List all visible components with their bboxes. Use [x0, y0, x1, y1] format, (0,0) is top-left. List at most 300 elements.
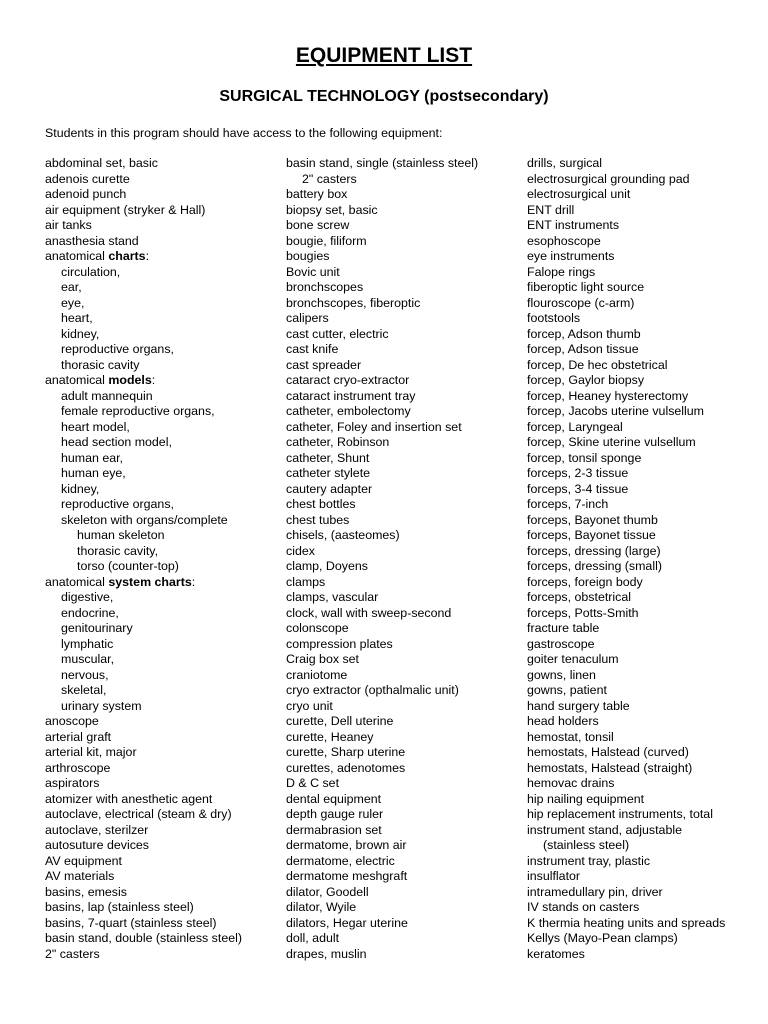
equipment-item — [286, 373, 478, 389]
item-text: dilator, Goodell — [286, 884, 369, 899]
item-text: colonscope — [286, 621, 349, 635]
item-text: 2" casters — [45, 946, 100, 961]
item-text: female reproductive organs, — [61, 404, 215, 418]
equipment-item — [527, 327, 725, 343]
equipment-item — [45, 900, 242, 916]
equipment-item — [45, 730, 242, 746]
equipment-item — [527, 265, 725, 281]
item-text: autoclave, electrical (steam & dry) — [45, 807, 232, 821]
equipment-item — [527, 838, 725, 854]
item-text: chisels, (aasteomes) — [286, 528, 400, 542]
item-text: bronchscopes — [286, 280, 364, 294]
item-text: drills, surgical — [527, 156, 603, 170]
equipment-item — [45, 482, 242, 498]
equipment-item — [286, 482, 478, 498]
item-text: cast knife — [286, 342, 339, 356]
equipment-item — [527, 358, 725, 374]
item-text: bougie, filiform — [286, 233, 367, 248]
item-text: kidney, — [61, 481, 100, 496]
item-text: reproductive organs, — [61, 497, 174, 511]
equipment-item — [527, 156, 725, 172]
item-text: anatomical — [45, 574, 109, 589]
item-text: aspirators — [45, 776, 100, 790]
item-text: kidney, — [61, 326, 100, 341]
item-text: ENT drill — [527, 202, 575, 217]
item-punct: : — [151, 373, 156, 387]
item-text: hand surgery table — [527, 698, 630, 713]
item-text: forcep, De hec obstetrical — [527, 357, 668, 372]
intro-text: Students in this program should have access to the following equipment: — [45, 126, 443, 140]
item-text: dermatome, brown air — [286, 838, 407, 852]
equipment-item — [286, 203, 478, 219]
item-punct: : — [145, 249, 150, 263]
equipment-item — [527, 792, 725, 808]
equipment-item — [45, 792, 242, 808]
item-text: forcep, Adson thumb — [527, 326, 641, 341]
item-text: basin stand, single (stainless steel) — [286, 156, 479, 170]
item-text: urinary system — [61, 698, 142, 713]
equipment-item — [286, 311, 478, 327]
equipment-item — [286, 513, 478, 529]
equipment-item — [45, 218, 242, 234]
equipment-item — [45, 528, 242, 544]
equipment-item — [286, 931, 478, 947]
item-text: cautery adapter — [286, 481, 373, 496]
equipment-item — [527, 807, 725, 823]
equipment-item — [527, 668, 725, 684]
item-text: autoclave, sterilzer — [45, 822, 149, 837]
equipment-item — [286, 776, 478, 792]
equipment-item — [45, 807, 242, 823]
equipment-item — [45, 854, 242, 870]
equipment-item — [286, 916, 478, 932]
item-text: heart, — [61, 311, 93, 325]
equipment-item — [286, 699, 478, 715]
equipment-item — [45, 466, 242, 482]
equipment-item — [286, 435, 478, 451]
equipment-item — [527, 172, 725, 188]
item-text: bone screw — [286, 218, 350, 232]
equipment-item — [286, 637, 478, 653]
equipment-item — [286, 156, 478, 172]
equipment-item — [286, 838, 478, 854]
item-text: dermabrasion set — [286, 822, 382, 837]
equipment-item — [527, 435, 725, 451]
equipment-item — [286, 869, 478, 885]
item-text: forceps, 7-inch — [527, 497, 609, 511]
equipment-item — [527, 900, 725, 916]
equipment-item — [45, 668, 242, 684]
item-text: clock, wall with sweep-second — [286, 605, 452, 620]
equipment-item — [527, 745, 725, 761]
equipment-item — [45, 172, 242, 188]
item-text: reproductive organs, — [61, 342, 174, 356]
equipment-item — [45, 187, 242, 203]
equipment-item — [527, 761, 725, 777]
equipment-item — [286, 792, 478, 808]
item-text: forceps, 2-3 tissue — [527, 466, 629, 480]
equipment-item — [45, 575, 242, 591]
item-text: basin stand, double (stainless steel) — [45, 931, 242, 945]
equipment-item — [527, 296, 725, 312]
item-text: curette, Sharp uterine — [286, 745, 406, 759]
item-text: forceps, Bayonet thumb — [527, 512, 658, 527]
equipment-item — [45, 947, 242, 963]
item-text: adenois curette — [45, 171, 130, 186]
equipment-item — [286, 590, 478, 606]
equipment-item — [527, 497, 725, 513]
item-text: (stainless steel) — [543, 838, 630, 852]
equipment-item — [45, 296, 242, 312]
equipment-item — [286, 823, 478, 839]
equipment-item — [527, 683, 725, 699]
equipment-item — [527, 606, 725, 622]
equipment-item — [527, 776, 725, 792]
equipment-item — [45, 327, 242, 343]
equipment-item — [45, 156, 242, 172]
equipment-item — [45, 265, 242, 281]
equipment-item — [527, 389, 725, 405]
equipment-item — [45, 699, 242, 715]
equipment-item — [527, 451, 725, 467]
equipment-item — [45, 389, 242, 405]
item-text: abdominal set, basic — [45, 156, 158, 170]
item-text: arterial kit, major — [45, 745, 137, 759]
equipment-item — [286, 218, 478, 234]
equipment-item — [45, 497, 242, 513]
item-text: doll, adult — [286, 931, 340, 945]
item-text: flouroscope (c-arm) — [527, 295, 635, 310]
item-text: air tanks — [45, 218, 92, 232]
equipment-item — [45, 544, 242, 560]
item-text: forceps, 3-4 tissue — [527, 481, 629, 496]
equipment-item — [527, 466, 725, 482]
equipment-item — [45, 745, 242, 761]
equipment-item — [286, 885, 478, 901]
equipment-item — [527, 885, 725, 901]
equipment-item — [527, 482, 725, 498]
equipment-item — [45, 249, 242, 265]
item-text: autosuture devices — [45, 838, 150, 852]
item-text: fiberoptic light source — [527, 280, 645, 294]
item-text: catheter, Foley and insertion set — [286, 419, 462, 434]
item-text: clamp, Doyens — [286, 559, 368, 573]
item-text: catheter stylete — [286, 466, 371, 480]
item-text: digestive, — [61, 590, 114, 604]
item-text: anatomical — [45, 373, 109, 387]
equipment-item — [286, 621, 478, 637]
equipment-item — [45, 823, 242, 839]
equipment-item — [45, 451, 242, 467]
item-text: AV equipment — [45, 853, 122, 868]
item-text: eye instruments — [527, 249, 615, 263]
item-text: human ear, — [61, 450, 123, 465]
equipment-item — [527, 590, 725, 606]
equipment-item — [45, 761, 242, 777]
item-text: cryo unit — [286, 698, 333, 713]
item-text: compression plates — [286, 636, 393, 651]
item-text: basins, lap (stainless steel) — [45, 900, 194, 914]
item-text: forceps, foreign body — [527, 574, 643, 589]
equipment-item — [45, 373, 242, 389]
item-text: head holders — [527, 714, 599, 728]
item-text: arthroscope — [45, 760, 111, 775]
item-text: bronchscopes, fiberoptic — [286, 295, 421, 310]
item-text: arterial graft — [45, 729, 112, 744]
item-text: catheter, Robinson — [286, 435, 390, 449]
item-text: forcep, Skine uterine vulsellum — [527, 435, 696, 449]
equipment-item — [45, 559, 242, 575]
subtitle-program: SURGICAL TECHNOLOGY — [219, 88, 420, 105]
subtitle-level: (postsecondary) — [419, 88, 549, 105]
equipment-item — [45, 203, 242, 219]
page-subtitle — [0, 88, 768, 106]
item-text: endocrine, — [61, 605, 119, 620]
item-text: Bovic unit — [286, 264, 340, 279]
item-text: instrument tray, plastic — [527, 853, 651, 868]
item-text: hemovac drains — [527, 776, 615, 790]
equipment-item — [286, 172, 478, 188]
item-text: atomizer with anesthetic agent — [45, 791, 213, 806]
equipment-item — [286, 327, 478, 343]
equipment-item — [286, 234, 478, 250]
item-text: thorasic cavity, — [77, 543, 159, 558]
item-text: catheter, Shunt — [286, 450, 370, 465]
item-text: K thermia heating units and spreads — [527, 915, 726, 930]
equipment-item — [45, 420, 242, 436]
item-text: instrument stand, adjustable — [527, 822, 682, 837]
item-text: anoscope — [45, 714, 99, 728]
equipment-item — [286, 559, 478, 575]
item-text: cataract instrument tray — [286, 388, 416, 403]
item-text: Kellys (Mayo-Pean clamps) — [527, 931, 678, 945]
item-text: curettes, adenotomes — [286, 760, 406, 775]
equipment-item — [527, 714, 725, 730]
item-text: human eye, — [61, 466, 126, 480]
equipment-item — [45, 683, 242, 699]
equipment-item — [527, 559, 725, 575]
item-punct: : — [191, 574, 196, 589]
item-text: clamps, vascular — [286, 590, 379, 604]
equipment-item — [286, 575, 478, 591]
item-text: torso (counter-top) — [77, 559, 179, 573]
equipment-item — [45, 311, 242, 327]
equipment-item — [286, 466, 478, 482]
item-text: hemostat, tonsil — [527, 729, 614, 744]
equipment-item — [527, 916, 725, 932]
item-category: charts — [108, 249, 146, 263]
item-category: models — [108, 373, 152, 387]
item-text: esophoscope — [527, 233, 601, 248]
item-text: gowns, linen — [527, 667, 596, 682]
item-text: Falope rings — [527, 264, 596, 279]
equipment-item — [45, 606, 242, 622]
equipment-item — [286, 668, 478, 684]
item-text: electrosurgical unit — [527, 187, 631, 201]
item-text: chest bottles — [286, 497, 356, 511]
equipment-item — [286, 265, 478, 281]
item-text: forcep, tonsil sponge — [527, 450, 642, 465]
equipment-item — [45, 931, 242, 947]
equipment-item — [527, 947, 725, 963]
equipment-item — [527, 528, 725, 544]
equipment-item — [286, 296, 478, 312]
item-text: dental equipment — [286, 791, 382, 806]
item-text: ear, — [61, 280, 82, 294]
item-text: hip replacement instruments, total — [527, 807, 713, 821]
equipment-item — [286, 730, 478, 746]
equipment-item — [527, 575, 725, 591]
equipment-item — [527, 730, 725, 746]
equipment-item — [527, 187, 725, 203]
equipment-item — [527, 342, 725, 358]
item-category: system charts — [108, 574, 192, 589]
equipment-item — [527, 249, 725, 265]
equipment-item — [527, 234, 725, 250]
equipment-item — [45, 652, 242, 668]
equipment-item — [286, 745, 478, 761]
item-text: adult mannequin — [61, 388, 153, 403]
equipment-item — [286, 404, 478, 420]
item-text: dermatome, electric — [286, 853, 395, 868]
item-text: ENT instruments — [527, 218, 620, 232]
item-text: anatomical — [45, 249, 109, 263]
equipment-item — [527, 513, 725, 529]
equipment-item — [527, 652, 725, 668]
item-text: cryo extractor (opthalmalic unit) — [286, 683, 459, 697]
equipment-item — [45, 590, 242, 606]
equipment-item — [286, 420, 478, 436]
equipment-item — [286, 652, 478, 668]
equipment-item — [286, 683, 478, 699]
item-text: forceps, Bayonet tissue — [527, 528, 656, 542]
equipment-column-2 — [286, 156, 478, 962]
equipment-item — [45, 776, 242, 792]
item-text: curette, Heaney — [286, 729, 374, 744]
equipment-item — [527, 869, 725, 885]
item-text: heart model, — [61, 419, 130, 434]
item-text: circulation, — [61, 264, 121, 279]
equipment-item — [45, 513, 242, 529]
equipment-item — [286, 451, 478, 467]
equipment-item — [45, 234, 242, 250]
equipment-item — [286, 854, 478, 870]
item-text: calipers — [286, 311, 329, 325]
equipment-item — [286, 187, 478, 203]
item-text: craniotome — [286, 667, 348, 682]
item-text: forcep, Heaney hysterectomy — [527, 388, 689, 403]
equipment-item — [527, 637, 725, 653]
item-text: anasthesia stand — [45, 233, 139, 248]
equipment-item — [527, 621, 725, 637]
equipment-item — [527, 931, 725, 947]
equipment-item — [527, 218, 725, 234]
equipment-item — [45, 342, 242, 358]
equipment-item — [45, 358, 242, 374]
equipment-column-1 — [45, 156, 242, 962]
item-text: depth gauge ruler — [286, 807, 384, 821]
item-text: hemostats, Halstead (curved) — [527, 745, 689, 759]
item-text: chest tubes — [286, 512, 350, 527]
equipment-item — [286, 358, 478, 374]
item-text: Craig box set — [286, 652, 360, 666]
equipment-item — [286, 714, 478, 730]
equipment-item — [286, 761, 478, 777]
item-text: adenoid punch — [45, 187, 127, 201]
item-text: goiter tenaculum — [527, 652, 619, 666]
equipment-item — [286, 606, 478, 622]
item-text: battery box — [286, 187, 348, 201]
item-text: footstools — [527, 311, 581, 325]
equipment-item — [527, 699, 725, 715]
item-text: genitourinary — [61, 621, 133, 635]
item-text: curette, Dell uterine — [286, 714, 394, 728]
equipment-item — [527, 420, 725, 436]
item-text: gowns, patient — [527, 683, 607, 697]
item-text: eye, — [61, 295, 85, 310]
item-text: muscular, — [61, 652, 115, 666]
equipment-item — [527, 404, 725, 420]
item-text: dilators, Hegar uterine — [286, 915, 408, 930]
equipment-item — [45, 869, 242, 885]
item-text: D & C set — [286, 776, 340, 790]
item-text: cast cutter, electric — [286, 326, 389, 341]
equipment-item — [286, 497, 478, 513]
item-text: clamps — [286, 574, 326, 589]
item-text: intramedullary pin, driver — [527, 884, 663, 899]
equipment-item — [45, 838, 242, 854]
item-text: air equipment (stryker & Hall) — [45, 202, 206, 217]
equipment-item — [45, 404, 242, 420]
item-text: cast spreader — [286, 357, 362, 372]
item-text: forceps, Potts-Smith — [527, 605, 639, 620]
item-text: basins, emesis — [45, 884, 127, 899]
item-text: hemostats, Halstead (straight) — [527, 760, 693, 775]
equipment-item — [45, 916, 242, 932]
item-text: catheter, embolectomy — [286, 404, 411, 418]
equipment-item — [45, 885, 242, 901]
item-text: human skeleton — [77, 528, 165, 542]
item-text: forcep, Adson tissue — [527, 342, 639, 356]
item-text: AV materials — [45, 869, 115, 883]
equipment-item — [286, 807, 478, 823]
item-text: insulflator — [527, 869, 581, 883]
item-text: biopsy set, basic — [286, 202, 378, 217]
item-text: gastroscope — [527, 636, 595, 651]
item-text: thorasic cavity — [61, 357, 140, 372]
equipment-item — [527, 823, 725, 839]
item-text: IV stands on casters — [527, 900, 640, 914]
item-text: drapes, muslin — [286, 946, 367, 961]
equipment-item — [527, 373, 725, 389]
equipment-item — [527, 311, 725, 327]
equipment-item — [286, 528, 478, 544]
equipment-item — [45, 637, 242, 653]
item-text: forcep, Jacobs uterine vulsellum — [527, 404, 704, 418]
item-text: forceps, obstetrical — [527, 590, 631, 604]
equipment-item — [286, 280, 478, 296]
equipment-item — [45, 435, 242, 451]
item-text: cidex — [286, 543, 315, 558]
equipment-item — [527, 203, 725, 219]
item-text: dilator, Wyile — [286, 900, 357, 914]
item-text: forceps, dressing (large) — [527, 543, 661, 558]
equipment-item — [527, 544, 725, 560]
equipment-item — [527, 280, 725, 296]
equipment-item — [286, 544, 478, 560]
item-text: head section model, — [61, 435, 172, 449]
item-text: cataract cryo-extractor — [286, 373, 410, 387]
